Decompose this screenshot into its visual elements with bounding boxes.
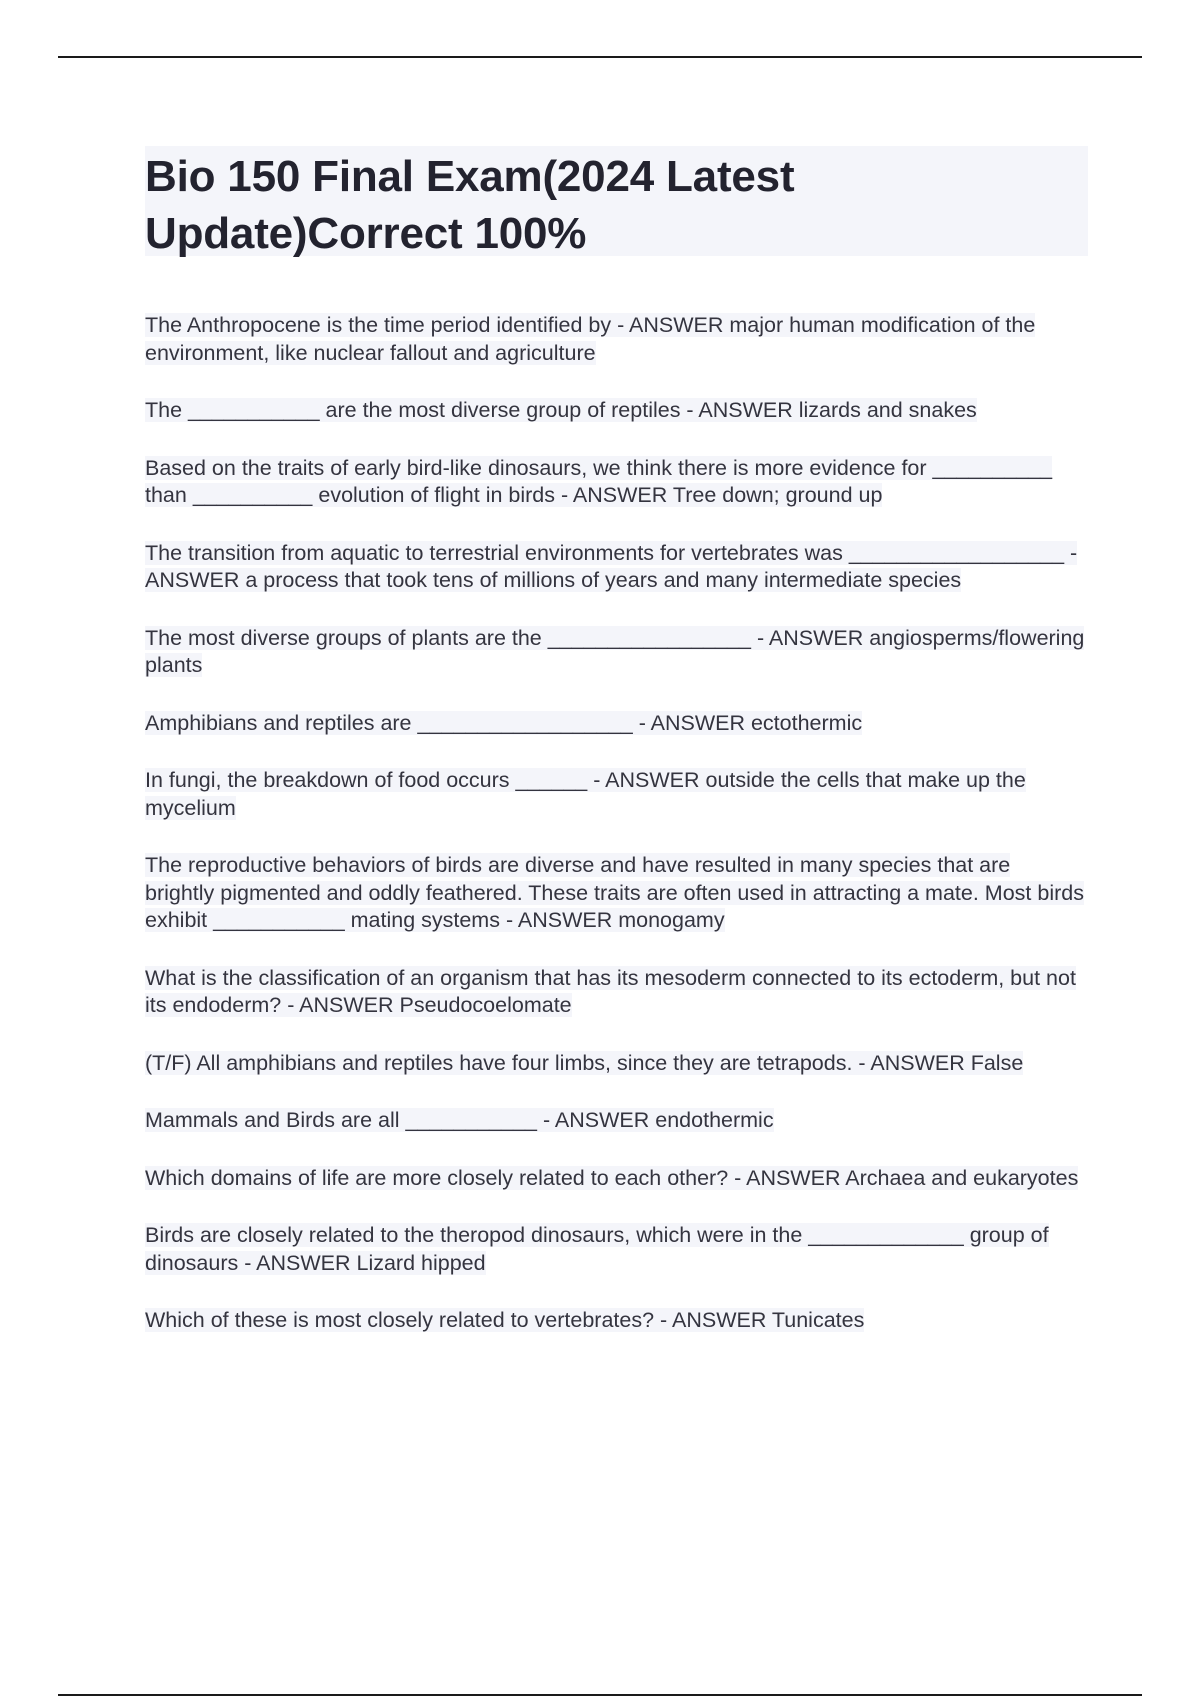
qa-item-8: [145, 852, 1085, 935]
qa-list: [145, 312, 1085, 1365]
top-rule: [58, 56, 1142, 58]
qa-item-10: [145, 1050, 1085, 1078]
qa-text: The Anthropocene is the time period identified by - ANSWER major human modification of the environment, like nuclear fallout and agriculture: [145, 313, 1036, 365]
qa-item-2: [145, 397, 1085, 425]
qa-text: The ___________ are the most diverse group of reptiles - ANSWER lizards and snakes: [145, 398, 977, 422]
qa-text: Amphibians and reptiles are __________________ - ANSWER ectothermic: [145, 710, 863, 735]
qa-text: In fungi, the breakdown of food occurs ______ - ANSWER outside the cells that make up the mycelium: [145, 768, 1026, 820]
qa-item-1: [145, 312, 1085, 367]
qa-text: Which of these is most closely related to vertebrates? - ANSWER Tunicates: [145, 1308, 865, 1332]
qa-text: The most diverse groups of plants are the _________________ - ANSWER angiosperms/flowering plants: [145, 625, 1085, 677]
qa-item-14: [145, 1307, 1085, 1335]
qa-text: The transition from aquatic to terrestrial environments for vertebrates was __________________ - ANSWER a process that took tens of millions of years and many intermediate species: [145, 540, 1078, 592]
qa-text: (T/F) All amphibians and reptiles have four limbs, since they are tetrapods. - ANSWER False: [145, 1050, 1024, 1075]
qa-item-13: [145, 1222, 1085, 1277]
qa-item-11: [145, 1107, 1085, 1135]
qa-text: Which domains of life are more closely related to each other? - ANSWER Archaea and eukaryotes: [145, 1165, 1079, 1190]
qa-item-12: [145, 1165, 1085, 1193]
qa-text: What is the classification of an organism that has its mesoderm connected to its ectoderm, but not its endoderm? - ANSWER Pseudocoelomate: [145, 965, 1076, 1017]
bottom-rule: [58, 1694, 1142, 1696]
qa-item-4: [145, 540, 1085, 595]
document-title: Bio 150 Final Exam(2024 Latest Update)Correct 100%: [145, 152, 795, 258]
qa-item-3: [145, 455, 1085, 510]
qa-item-7: [145, 767, 1085, 822]
title-block: [145, 146, 1088, 256]
qa-text: Mammals and Birds are all ___________ - ANSWER endothermic: [145, 1108, 774, 1132]
qa-item-6: [145, 710, 1085, 738]
qa-item-5: [145, 625, 1085, 680]
qa-text: Based on the traits of early bird-like dinosaurs, we think there is more evidence for __________ than __________ evolution of flight in birds - ANSWER Tree down; ground up: [145, 455, 1053, 507]
qa-text: The reproductive behaviors of birds are diverse and have resulted in many species that are brightly pigmented and oddly feathered. These traits are often used in attracting a mate. Most birds exhibit ___________ mating systems - ANSWER monogamy: [145, 853, 1084, 932]
qa-item-9: [145, 965, 1085, 1020]
qa-text: Birds are closely related to the theropod dinosaurs, which were in the _____________ group of dinosaurs - ANSWER Lizard hipped: [145, 1223, 1049, 1275]
